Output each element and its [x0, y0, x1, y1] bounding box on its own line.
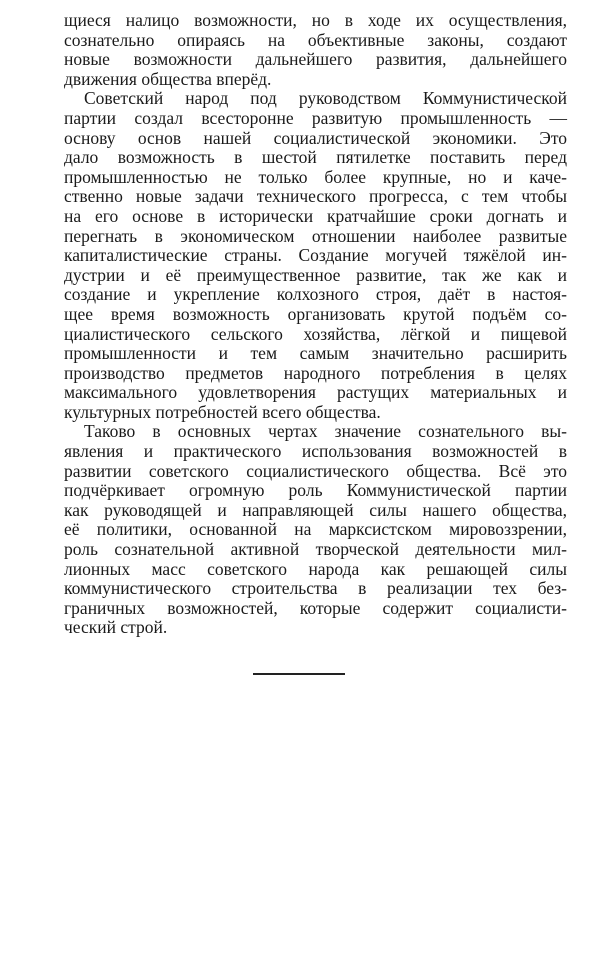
text-line: капиталистические страны. Создание могучей тяжёлой ин-	[64, 245, 567, 266]
text-line: ческий строй.	[64, 617, 168, 638]
text-line: сознательно опираясь на объективные законы, создают	[64, 29, 567, 50]
text-line: щее время возможность организовать крутой подъём со-	[64, 303, 567, 324]
text-line: дало возможность в шестой пятилетке поставить перед	[64, 147, 567, 168]
text-line: циалистического сельского хозяйства, лёгкой и пищевой	[64, 323, 567, 344]
text-line: щиеся налицо возможности, но в ходе их осуществления,	[64, 10, 567, 30]
text-line: максимального удовлетворения растущих материальных и	[64, 382, 567, 403]
text-line: лионных масс советского народа как решающей силы	[64, 558, 567, 579]
text-line: партии создал всесторонне развитую промышленность —	[64, 107, 567, 128]
text-line: создание и укрепление колхозного строя, даёт в настоя-	[64, 284, 567, 305]
text-line: промышленности и тем самым значительно расширить	[64, 343, 567, 364]
paragraph-1	[64, 11, 567, 89]
text-line: граничных возможностей, которые содержит социалисти-	[64, 597, 567, 618]
text-line: на его основе в исторически кратчайшие сроки догнать и	[64, 205, 567, 226]
text-line: культурных потребностей всего общества.	[64, 401, 381, 422]
text-line: роль сознательной активной творческой деятельности мил-	[64, 539, 567, 560]
text-line: Советский народ под руководством Коммунистической	[84, 88, 567, 109]
document-page	[64, 11, 567, 638]
text-line: движения общества вперёд.	[64, 68, 272, 89]
text-line: новые возможности дальнейшего развития, дальнейшего	[64, 49, 567, 70]
text-line: как руководящей и направляющей силы нашего общества,	[64, 499, 567, 520]
text-line: ственно новые задачи технического прогресса, с тем чтобы	[64, 186, 567, 207]
text-line: дустрии и её преимущественное развитие, так же как и	[64, 264, 567, 285]
text-line: коммунистического строительства в реализации тех без-	[64, 578, 567, 599]
paragraph-2	[64, 89, 567, 422]
text-line: промышленностью не только более крупные, но и каче-	[64, 166, 567, 187]
text-line: развитии советского социалистического общества. Всё это	[64, 460, 567, 481]
text-line: подчёркивает огромную роль Коммунистической партии	[64, 480, 567, 501]
text-line: основу основ нашей социалистической экономики. Это	[64, 127, 567, 148]
text-line: Таково в основных чертах значение сознательного вы-	[84, 421, 567, 442]
text-line: явления и практического использования возможностей в	[64, 441, 567, 462]
text-line: производство предметов народного потребления в целях	[64, 362, 567, 383]
paragraph-3	[64, 422, 567, 638]
text-line: её политики, основанной на марксистском мировоззрении,	[64, 519, 567, 540]
text-line: перегнать в экономическом отношении наиболее развитые	[64, 225, 567, 246]
section-end-rule	[253, 673, 345, 675]
